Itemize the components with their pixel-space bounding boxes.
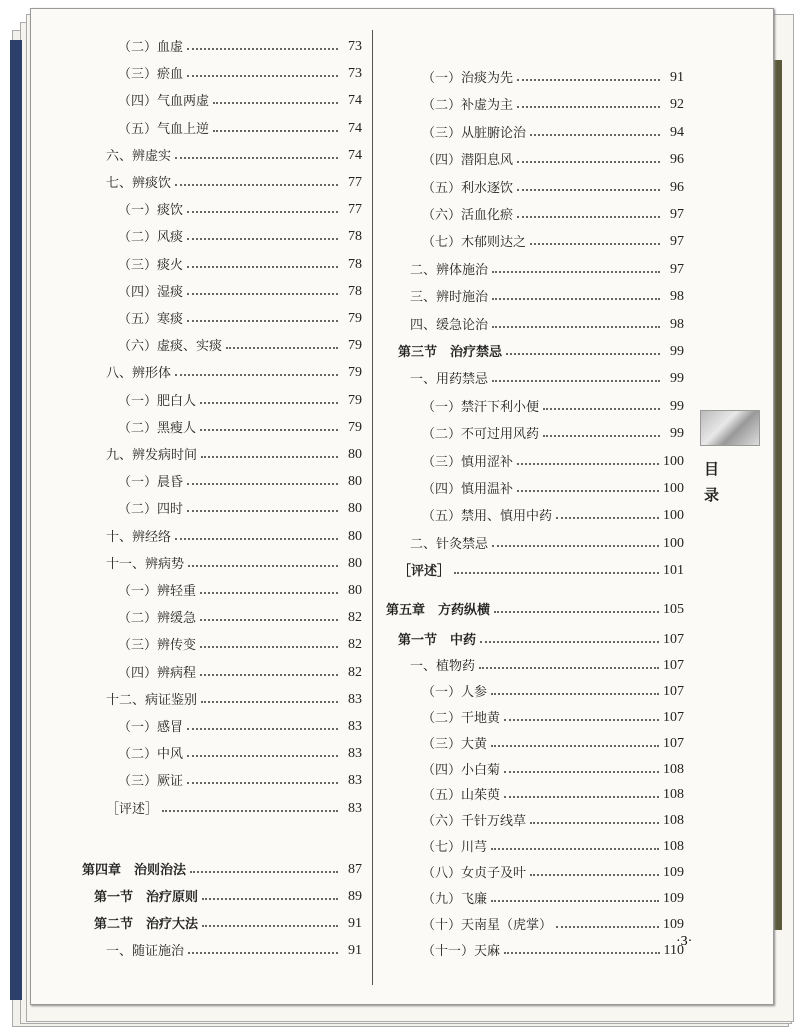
toc-entry-title: （一）人参 [422, 684, 488, 700]
toc-entry-page: 79 [348, 419, 362, 435]
toc-entry-page: 107 [663, 657, 684, 673]
toc-entry-title: （四）气血两虚 [118, 94, 210, 110]
toc-entry-page: 79 [348, 311, 362, 326]
toc-entry [422, 833, 684, 855]
toc-entry-title: （四）潜阳息风 [422, 153, 514, 169]
dot-leader [506, 352, 660, 355]
dot-leader [187, 265, 338, 268]
toc-entry [398, 557, 684, 579]
dot-leader [491, 899, 659, 902]
dot-leader [200, 673, 338, 676]
dot-leader [492, 544, 659, 547]
dot-leader [530, 133, 660, 136]
toc-entry [94, 883, 362, 905]
toc-entry-page: 78 [348, 229, 362, 245]
toc-entry [118, 332, 362, 354]
toc-entry-page: 80 [348, 447, 362, 462]
toc-entry-title: 四、缓急论治 [410, 317, 489, 333]
toc-entry-title: 七、辨痰饮 [106, 176, 172, 191]
toc-entry [118, 115, 362, 137]
dot-leader [492, 379, 660, 382]
toc-entry-title: 第三节 治疗禁忌 [398, 345, 503, 360]
toc-entry-page: 83 [348, 691, 362, 707]
toc-entry [422, 911, 684, 933]
dot-leader [200, 618, 338, 621]
dot-leader [517, 105, 660, 108]
toc-entry-title: 十、辨经络 [106, 529, 172, 545]
toc-entry-title: （二）辨缓急 [118, 611, 197, 627]
dot-leader [213, 101, 338, 104]
toc-entry [118, 251, 362, 273]
toc-entry-page: 79 [348, 365, 362, 381]
toc-entry-title: （三）瘀血 [118, 67, 184, 83]
toc-entry [118, 196, 362, 218]
toc-entry-title: （一）晨昏 [118, 475, 184, 491]
toc-entry-page: 77 [348, 175, 362, 190]
toc-entry [118, 223, 362, 245]
toc-entry [422, 807, 684, 829]
toc-entry-page: 82 [348, 637, 362, 653]
dot-leader [517, 462, 659, 465]
toc-entry-page: 108 [663, 761, 684, 777]
dot-leader [491, 847, 659, 850]
dot-leader [530, 821, 659, 824]
toc-entry [118, 33, 362, 55]
toc-entry-page: 74 [348, 120, 362, 136]
toc-entry [118, 604, 362, 626]
toc-entry-page: 91 [348, 943, 362, 958]
dot-leader [162, 809, 338, 812]
toc-entry [118, 387, 362, 409]
toc-entry-title: （三）大黄 [422, 736, 488, 752]
dot-leader [494, 610, 659, 613]
toc-entry-title: 第五章 方药纵横 [386, 603, 491, 618]
dot-leader [187, 237, 338, 240]
dot-leader [187, 754, 338, 757]
toc-entry-page: 82 [348, 610, 362, 626]
toc-entry-page: 107 [663, 683, 684, 699]
toc-entry-title: 第四章 治则治法 [82, 863, 187, 878]
toc-entry-title: （一）禁汗下利小便 [422, 399, 540, 415]
toc-entry-page: 100 [663, 535, 684, 551]
toc-entry [422, 393, 684, 415]
toc-entry-page: 79 [348, 392, 362, 408]
dot-leader [200, 591, 338, 594]
toc-entry [422, 502, 684, 524]
toc-entry-page: 78 [348, 256, 362, 272]
dot-leader [491, 744, 659, 747]
dot-leader [491, 692, 659, 695]
toc-entry-title: 一、用药禁忌 [410, 372, 489, 388]
toc-entry [410, 283, 684, 305]
dot-leader [517, 215, 660, 218]
toc-entry-title: 一、植物药 [410, 658, 476, 674]
dot-leader [517, 78, 660, 81]
toc-entry [106, 686, 362, 708]
toc-entry [422, 201, 684, 223]
dot-leader [492, 297, 660, 300]
toc-entry [422, 781, 684, 803]
toc-entry [118, 631, 362, 653]
toc-entry [106, 441, 362, 463]
toc-entry [422, 885, 684, 907]
toc-entry-page: 79 [348, 338, 362, 354]
dot-leader [543, 434, 660, 437]
toc-entry-page: 100 [663, 481, 684, 496]
toc-entry-page: 78 [348, 283, 362, 299]
toc-entry-page: 108 [663, 787, 684, 803]
toc-entry [422, 174, 684, 196]
toc-entry [386, 596, 684, 618]
toc-entry-page: 92 [670, 97, 684, 113]
toc-entry-page: 97 [670, 234, 684, 250]
toc-entry [398, 626, 684, 648]
toc-entry-page: 80 [348, 583, 362, 598]
toc-entry-title: （九）飞廉 [422, 892, 488, 907]
dot-leader [517, 489, 659, 492]
toc-entry-title: （六）千针万线草 [422, 814, 527, 830]
toc-entry [422, 146, 684, 168]
dot-leader [187, 482, 338, 485]
toc-entry-page: 83 [348, 746, 362, 762]
dot-leader [187, 292, 338, 295]
toc-entry-title: （四）辨病程 [118, 665, 197, 681]
toc-entry [118, 414, 362, 436]
dot-leader [492, 325, 660, 328]
toc-entry-page: 98 [670, 316, 684, 332]
dot-leader [175, 183, 338, 186]
toc-entry-page: 98 [670, 289, 684, 305]
toc-entry-page: 80 [348, 501, 362, 517]
toc-entry-title: （四）湿痰 [118, 284, 184, 300]
dot-leader [187, 727, 338, 730]
toc-entry [422, 937, 684, 959]
dot-leader [480, 640, 659, 643]
toc-entry [422, 91, 684, 113]
toc-entry-page: 80 [348, 528, 362, 544]
dot-leader [517, 188, 660, 191]
toc-entry [422, 859, 684, 881]
toc-entry-title: （二）不可过用风药 [422, 427, 540, 443]
toc-entry-title: （五）气血上逆 [118, 121, 210, 137]
toc-entry-title: 十二、病证鉴别 [106, 692, 198, 708]
toc-entry-title: （六）活血化瘀 [422, 208, 514, 223]
toc-entry [422, 678, 684, 700]
page-number: ·3· [676, 934, 693, 949]
toc-entry [422, 730, 684, 752]
toc-entry-title: （七）川芎 [422, 840, 488, 856]
toc-entry-page: 109 [663, 865, 684, 881]
dot-leader [190, 870, 338, 873]
toc-entry-title: （三）慎用涩补 [422, 454, 514, 470]
toc-entry-page: 110 [663, 942, 684, 958]
toc-entry-page: 99 [670, 426, 684, 442]
toc-entry-title: （五）寒痰 [118, 312, 184, 327]
toc-entry [118, 577, 362, 599]
dot-leader [187, 509, 338, 512]
dot-leader [556, 516, 659, 519]
toc-entry-title: 二、针灸禁忌 [410, 536, 489, 552]
toc-entry [118, 468, 362, 490]
toc-entry-page: 99 [670, 344, 684, 359]
toc-entry [422, 704, 684, 726]
toc-entry-title: （四）小白菊 [422, 762, 501, 778]
toc-entry [410, 530, 684, 552]
dot-leader [454, 571, 659, 574]
dot-leader [201, 455, 338, 458]
toc-entry [106, 359, 362, 381]
toc-entry-title: 十一、辨病势 [106, 556, 185, 572]
dot-leader [200, 401, 338, 404]
toc-entry [106, 795, 362, 817]
toc-entry-title: （二）中风 [118, 747, 184, 763]
toc-entry-title: 三、辨时施治 [410, 290, 489, 306]
toc-entry-page: 83 [348, 719, 362, 734]
dot-leader [201, 700, 338, 703]
column-divider [372, 30, 373, 985]
toc-entry-title: （二）风痰 [118, 230, 184, 246]
toc-entry-page: 87 [348, 862, 362, 877]
toc-entry-page: 91 [670, 70, 684, 85]
toc-entry [410, 652, 684, 674]
toc-entry [118, 495, 362, 517]
toc-entry-title: （五）利水逐饮 [422, 180, 514, 196]
toc-entry-title: （二）血虚 [118, 40, 184, 55]
dot-leader [187, 47, 338, 50]
toc-entry [106, 142, 362, 164]
toc-entry [410, 256, 684, 278]
toc-entry-title: （八）女贞子及叶 [422, 866, 527, 882]
dot-leader [226, 346, 338, 349]
dot-leader [492, 270, 660, 273]
toc-entry-title: （三）从脏腑论治 [422, 125, 527, 141]
toc-entry-title: （三）厥证 [118, 774, 184, 790]
toc-entry-page: 82 [348, 664, 362, 680]
dot-leader [504, 718, 659, 721]
toc-entry-page: 73 [348, 39, 362, 54]
toc-entry-page: 107 [663, 632, 684, 647]
toc-entry [82, 856, 362, 878]
toc-entry [106, 550, 362, 572]
dot-leader [188, 564, 338, 567]
toc-entry-title: ［评述］ [398, 564, 451, 580]
dot-leader [530, 873, 659, 876]
toc-entry-title: 八、辨形体 [106, 366, 172, 382]
toc-entry-page: 94 [670, 124, 684, 140]
dot-leader [175, 537, 338, 540]
toc-entry [422, 756, 684, 778]
toc-entry-title: （十）天南星（虎掌） [422, 917, 553, 933]
toc-entry-title: （二）干地黄 [422, 710, 501, 726]
toc-entry [422, 228, 684, 250]
side-tab-char: 目 [704, 460, 720, 478]
toc-entry [118, 659, 362, 681]
toc-entry-page: 91 [348, 916, 362, 931]
toc-entry-page: 80 [348, 555, 362, 571]
toc-entry-page: 80 [348, 474, 362, 490]
toc-entry [398, 338, 684, 360]
toc-entry-title: 第一节 中药 [398, 633, 477, 648]
toc-entry-title: 第二节 治疗大法 [94, 917, 199, 932]
dot-leader [188, 951, 338, 954]
toc-entry-title: （四）慎用温补 [422, 482, 514, 497]
book-cover-edge [10, 40, 22, 1000]
toc-entry [118, 278, 362, 300]
toc-entry [118, 713, 362, 735]
toc-entry [118, 305, 362, 327]
toc-entry-page: 108 [663, 813, 684, 829]
toc-entry-title: （五）山茱萸 [422, 788, 501, 804]
toc-entry [422, 64, 684, 86]
dot-leader [200, 428, 338, 431]
toc-entry [118, 767, 362, 789]
toc-entry-page: 83 [348, 800, 362, 816]
toc-entry [422, 448, 684, 470]
dot-leader [187, 781, 338, 784]
toc-entry [118, 740, 362, 762]
toc-entry-page: 99 [670, 398, 684, 414]
dot-leader [187, 319, 338, 322]
toc-entry-page: 73 [348, 66, 362, 82]
dot-leader [187, 210, 338, 213]
toc-entry-page: 105 [663, 602, 684, 617]
toc-entry-page: 99 [670, 371, 684, 387]
dot-leader [556, 925, 659, 928]
decorative-tab-image [700, 410, 760, 446]
dot-leader [187, 74, 338, 77]
toc-entry [118, 87, 362, 109]
toc-entry [106, 937, 362, 959]
toc-entry-title: 第一节 治疗原则 [94, 890, 199, 905]
toc-entry-page: 100 [663, 453, 684, 469]
toc-entry-title: ［评述］ [106, 801, 159, 817]
dot-leader [175, 373, 338, 376]
toc-entry-page: 74 [348, 147, 362, 163]
toc-entry [422, 420, 684, 442]
toc-entry-title: 六、辨虚实 [106, 148, 172, 164]
toc-entry-title: （七）木郁则达之 [422, 235, 527, 251]
toc-entry-page: 96 [670, 179, 684, 195]
toc-entry-title: （五）禁用、慎用中药 [422, 509, 553, 525]
toc-entry-page: 83 [348, 773, 362, 789]
toc-entry-page: 100 [663, 508, 684, 524]
toc-entry-title: （六）虚痰、实痰 [118, 339, 223, 355]
toc-entry-page: 107 [663, 735, 684, 751]
toc-entry [410, 311, 684, 333]
toc-entry [94, 910, 362, 932]
dot-leader [175, 156, 338, 159]
dot-leader [517, 160, 660, 163]
toc-entry-title: （二）补虚为主 [422, 98, 514, 114]
dot-leader [200, 645, 338, 648]
toc-entry-title: （三）痰火 [118, 257, 184, 273]
toc-entry-page: 101 [663, 563, 684, 579]
toc-entry [106, 169, 362, 191]
toc-entry [106, 523, 362, 545]
side-tab-char: 录 [704, 486, 720, 504]
dot-leader [202, 924, 338, 927]
toc-entry-title: （一）痰饮 [118, 203, 184, 219]
toc-entry-page: 107 [663, 709, 684, 725]
dot-leader [479, 666, 659, 669]
toc-entry [118, 60, 362, 82]
dot-leader [504, 795, 659, 798]
toc-entry [410, 365, 684, 387]
toc-entry-title: 九、辨发病时间 [106, 448, 198, 463]
toc-entry-title: （三）辨传变 [118, 638, 197, 654]
dot-leader [543, 407, 660, 410]
toc-entry-title: 一、随证施治 [106, 944, 185, 959]
toc-entry-page: 89 [348, 889, 362, 904]
toc-entry-page: 97 [670, 207, 684, 222]
toc-entry-title: （一）感冒 [118, 720, 184, 735]
toc-entry [422, 119, 684, 141]
dot-leader [530, 242, 660, 245]
toc-entry-title: （二）黑瘦人 [118, 420, 197, 436]
toc-entry-title: （一）治痰为先 [422, 71, 514, 86]
toc-entry-title: 二、辨体施治 [410, 262, 489, 278]
toc-entry-page: 109 [663, 916, 684, 932]
toc-entry-title: （十一）天麻 [422, 943, 501, 959]
dot-leader [213, 129, 338, 132]
toc-entry-page: 77 [348, 202, 362, 218]
toc-entry-title: （二）四时 [118, 502, 184, 518]
toc-entry-page: 96 [670, 152, 684, 168]
toc-entry-page: 74 [348, 93, 362, 109]
dot-leader [202, 897, 338, 900]
toc-entry-title: （一）肥白人 [118, 393, 197, 409]
toc-entry-page: 109 [663, 891, 684, 906]
toc-entry-page: 108 [663, 839, 684, 855]
toc-entry [422, 475, 684, 497]
dot-leader [504, 770, 659, 773]
toc-entry-title: （一）辨轻重 [118, 584, 197, 599]
toc-entry-page: 97 [670, 261, 684, 277]
dot-leader [504, 951, 660, 954]
